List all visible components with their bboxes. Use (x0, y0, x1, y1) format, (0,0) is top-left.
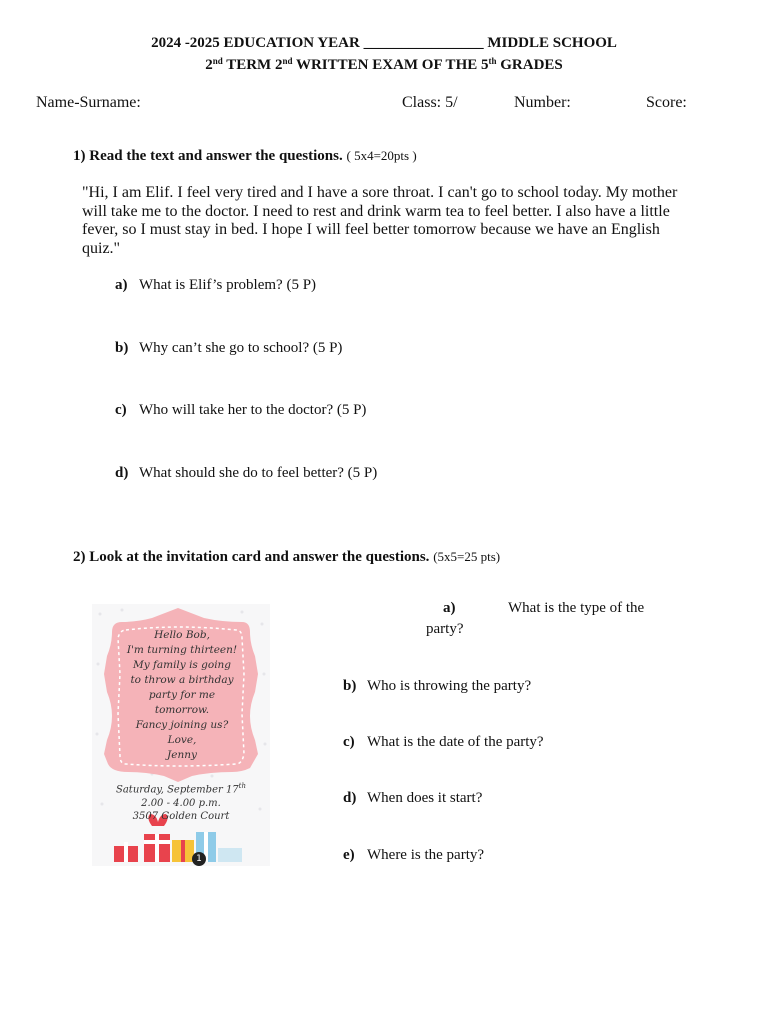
invitation-date: Saturday, September 17th (115, 782, 246, 796)
section1-points: ( 5x4=20pts ) (346, 148, 417, 163)
question-2d: d) When does it start? (343, 790, 483, 806)
question-1a: a) What is Elif’s problem? (5 P) (115, 277, 317, 293)
class-label: Class: 5/ (402, 94, 458, 111)
invitation-message: Hello Bob, I'm turning thirteen! My family is going to throw a birthday party for me tomorrow. Fancy joining us? Love, Jenny (126, 629, 238, 761)
invitation-time: 2.00 - 4.00 p.m. (141, 797, 221, 809)
question-2b: b) Who is throwing the party? (343, 678, 532, 694)
section2-points: (5x5=25 pts) (433, 549, 501, 564)
invitation-address: 3507 Golden Court (132, 811, 230, 823)
score-label: Score: (646, 94, 687, 111)
invitation-card-image (92, 604, 270, 866)
section2-heading (73, 549, 500, 566)
page-marker-badge: 1 (192, 852, 206, 866)
exam-header-line1: 2024 -2025 EDUCATION YEAR ________________ MIDDLE SCHOOL (151, 35, 617, 51)
number-label: Number: (514, 94, 571, 111)
invitation-details (96, 780, 266, 824)
question-2e: e) Where is the party? (343, 847, 485, 863)
question-1d: d) What should she do to feel better? (5 P) (115, 465, 378, 481)
section2-title: 2) Look at the invitation card and answer the questions. (73, 549, 430, 565)
section1-title: 1) Read the text and answer the questions. (73, 148, 343, 164)
question-1c: c) Who will take her to the doctor? (5 P) (115, 402, 367, 418)
exam-header-line2: 2nd TERM 2nd WRITTEN EXAM OF THE 5th GRADES (205, 56, 563, 73)
question-2a: a) What is the type of the (443, 600, 645, 616)
question-1b: b) Why can’t she go to school? (5 P) (115, 340, 343, 356)
question-2c: c) What is the date of the party? (343, 734, 544, 750)
reading-passage: "Hi, I am Elif. I feel very tired and I have a sore throat. I can't go to school today. My mother will take me to the doctor. I need to rest and drink warm tea to feel better. I also have a little fever, so I must stay in bed. I hope I will feel better tomorrow because we have an English quiz." (82, 184, 678, 257)
section1-heading (73, 148, 417, 165)
name-surname-label: Name-Surname: (36, 94, 141, 111)
question-2a-continuation: party? (426, 621, 464, 637)
